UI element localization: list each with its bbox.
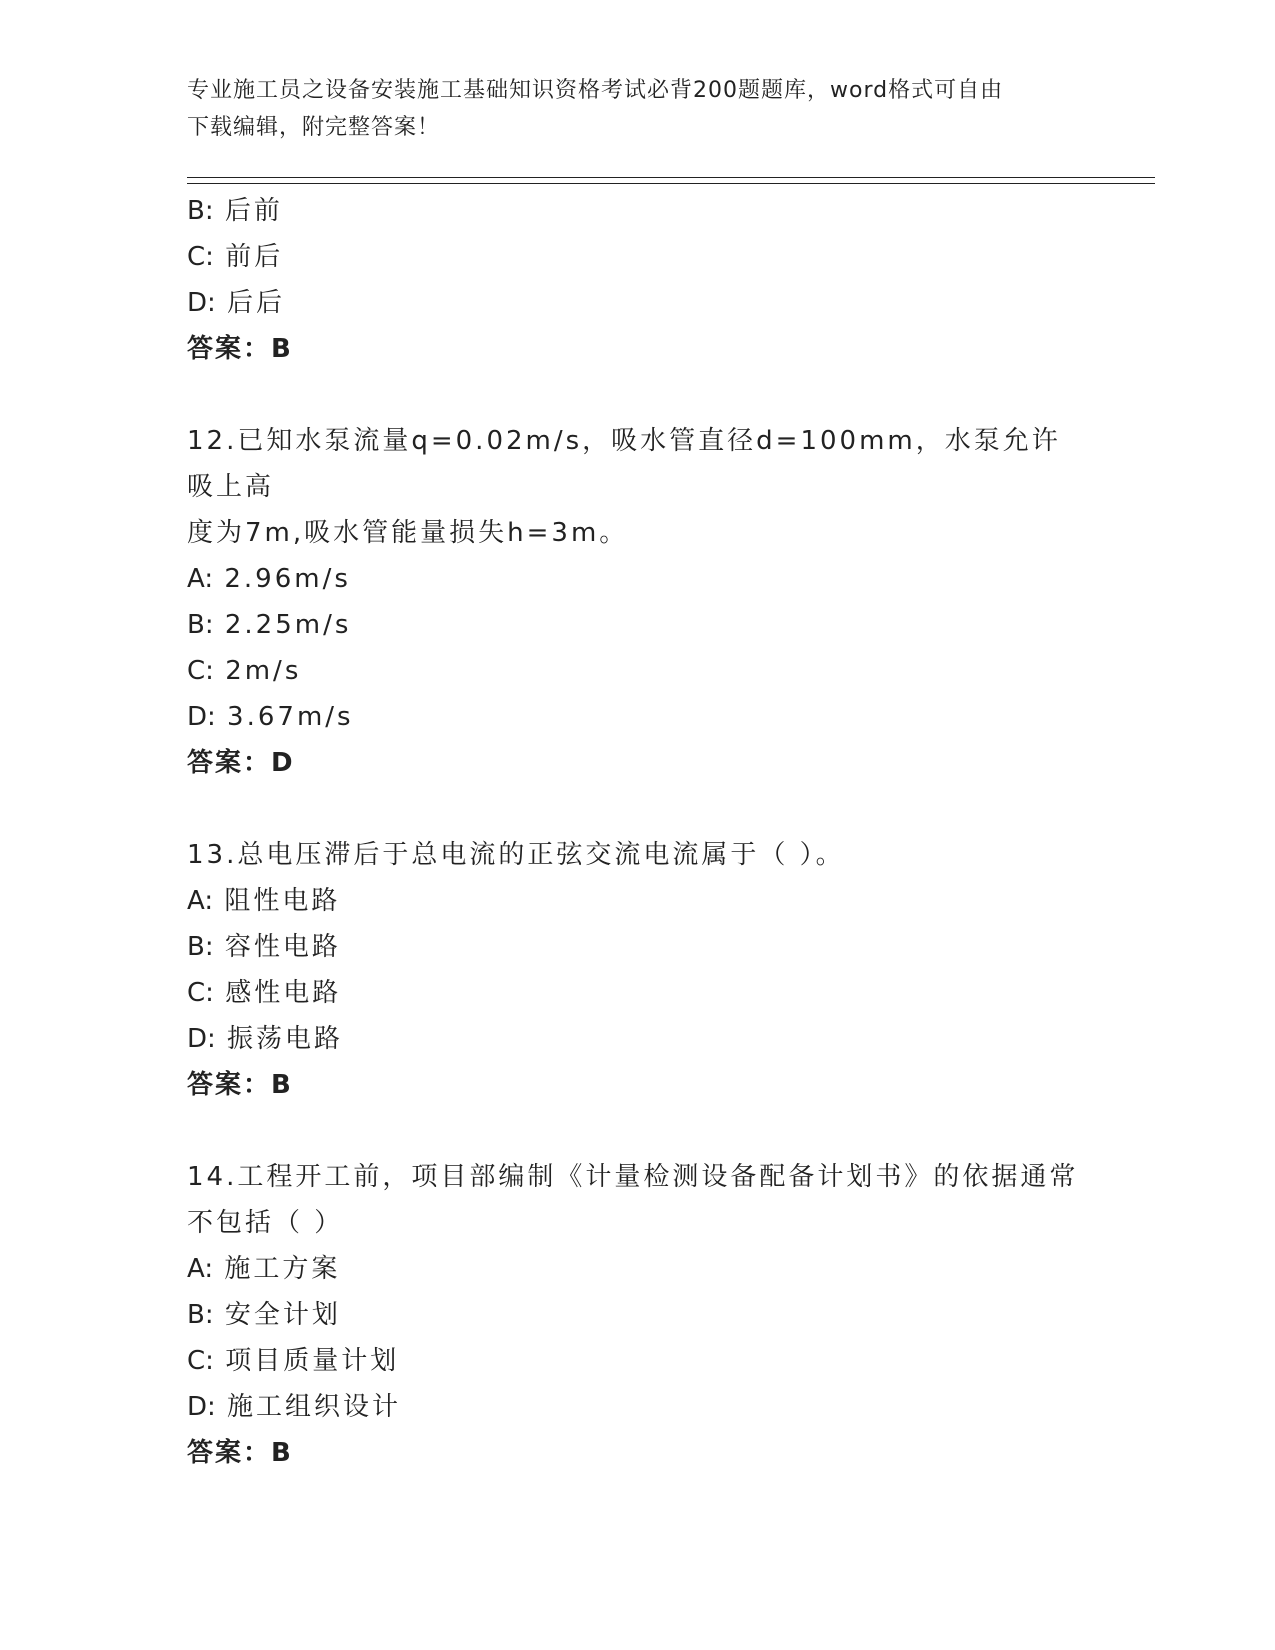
option-a: A: 施工方案 (187, 1254, 341, 1284)
header-title-line2: 下载编辑，附完整答案！ (187, 115, 441, 140)
question-12 (187, 418, 1087, 786)
option-d: D: 振荡电路 (187, 1024, 344, 1054)
question-13 (187, 832, 1087, 1108)
question-list (187, 188, 1087, 1476)
answer-line: 答案：B (187, 1070, 293, 1100)
header-title-line1: 专业施工员之设备安装施工基础知识资格考试必背200题题库，word格式可自由 (187, 78, 1004, 103)
document-header (187, 72, 1067, 146)
answer-line: 答案：B (187, 334, 293, 364)
option-c: C: 项目质量计划 (187, 1346, 400, 1376)
option-c: C: 感性电路 (187, 978, 342, 1008)
option-a: A: 2.96m/s (187, 564, 351, 594)
spacer (187, 786, 1087, 832)
option-d: D: 3.67m/s (187, 702, 354, 732)
option-b: B: 2.25m/s (187, 610, 352, 640)
option-a: A: 阻性电路 (187, 886, 341, 916)
question-stem-line: 13.总电压滞后于总电流的正弦交流电流属于（ ）。 (187, 840, 845, 870)
header-divider-bottom (187, 183, 1155, 184)
spacer (187, 372, 1087, 418)
option-c: C: 2m/s (187, 656, 302, 686)
header-divider-top (187, 177, 1155, 178)
question-stem-line: 不包括（ ） (187, 1208, 344, 1238)
option-b: B: 安全计划 (187, 1300, 341, 1330)
option-d: D: 后后 (187, 288, 286, 318)
question-stem-line: 度为7m,吸水管能量损失h=3m。 (187, 518, 629, 548)
option-b: B: 后前 (187, 196, 283, 226)
option-b: B: 容性电路 (187, 932, 341, 962)
answer-line: 答案：D (187, 748, 295, 778)
option-d: D: 施工组织设计 (187, 1392, 402, 1422)
question-14 (187, 1154, 1087, 1476)
carryover-block (187, 188, 1087, 372)
question-stem-line: 14.工程开工前，项目部编制《计量检测设备配备计划书》的依据通常 (187, 1162, 1079, 1192)
option-c: C: 前后 (187, 242, 284, 272)
answer-line: 答案：B (187, 1438, 293, 1468)
spacer (187, 1108, 1087, 1154)
question-stem-line: 12.已知水泵流量q=0.02m/s，吸水管直径d=100mm，水泵允许吸上高 (187, 426, 1061, 502)
